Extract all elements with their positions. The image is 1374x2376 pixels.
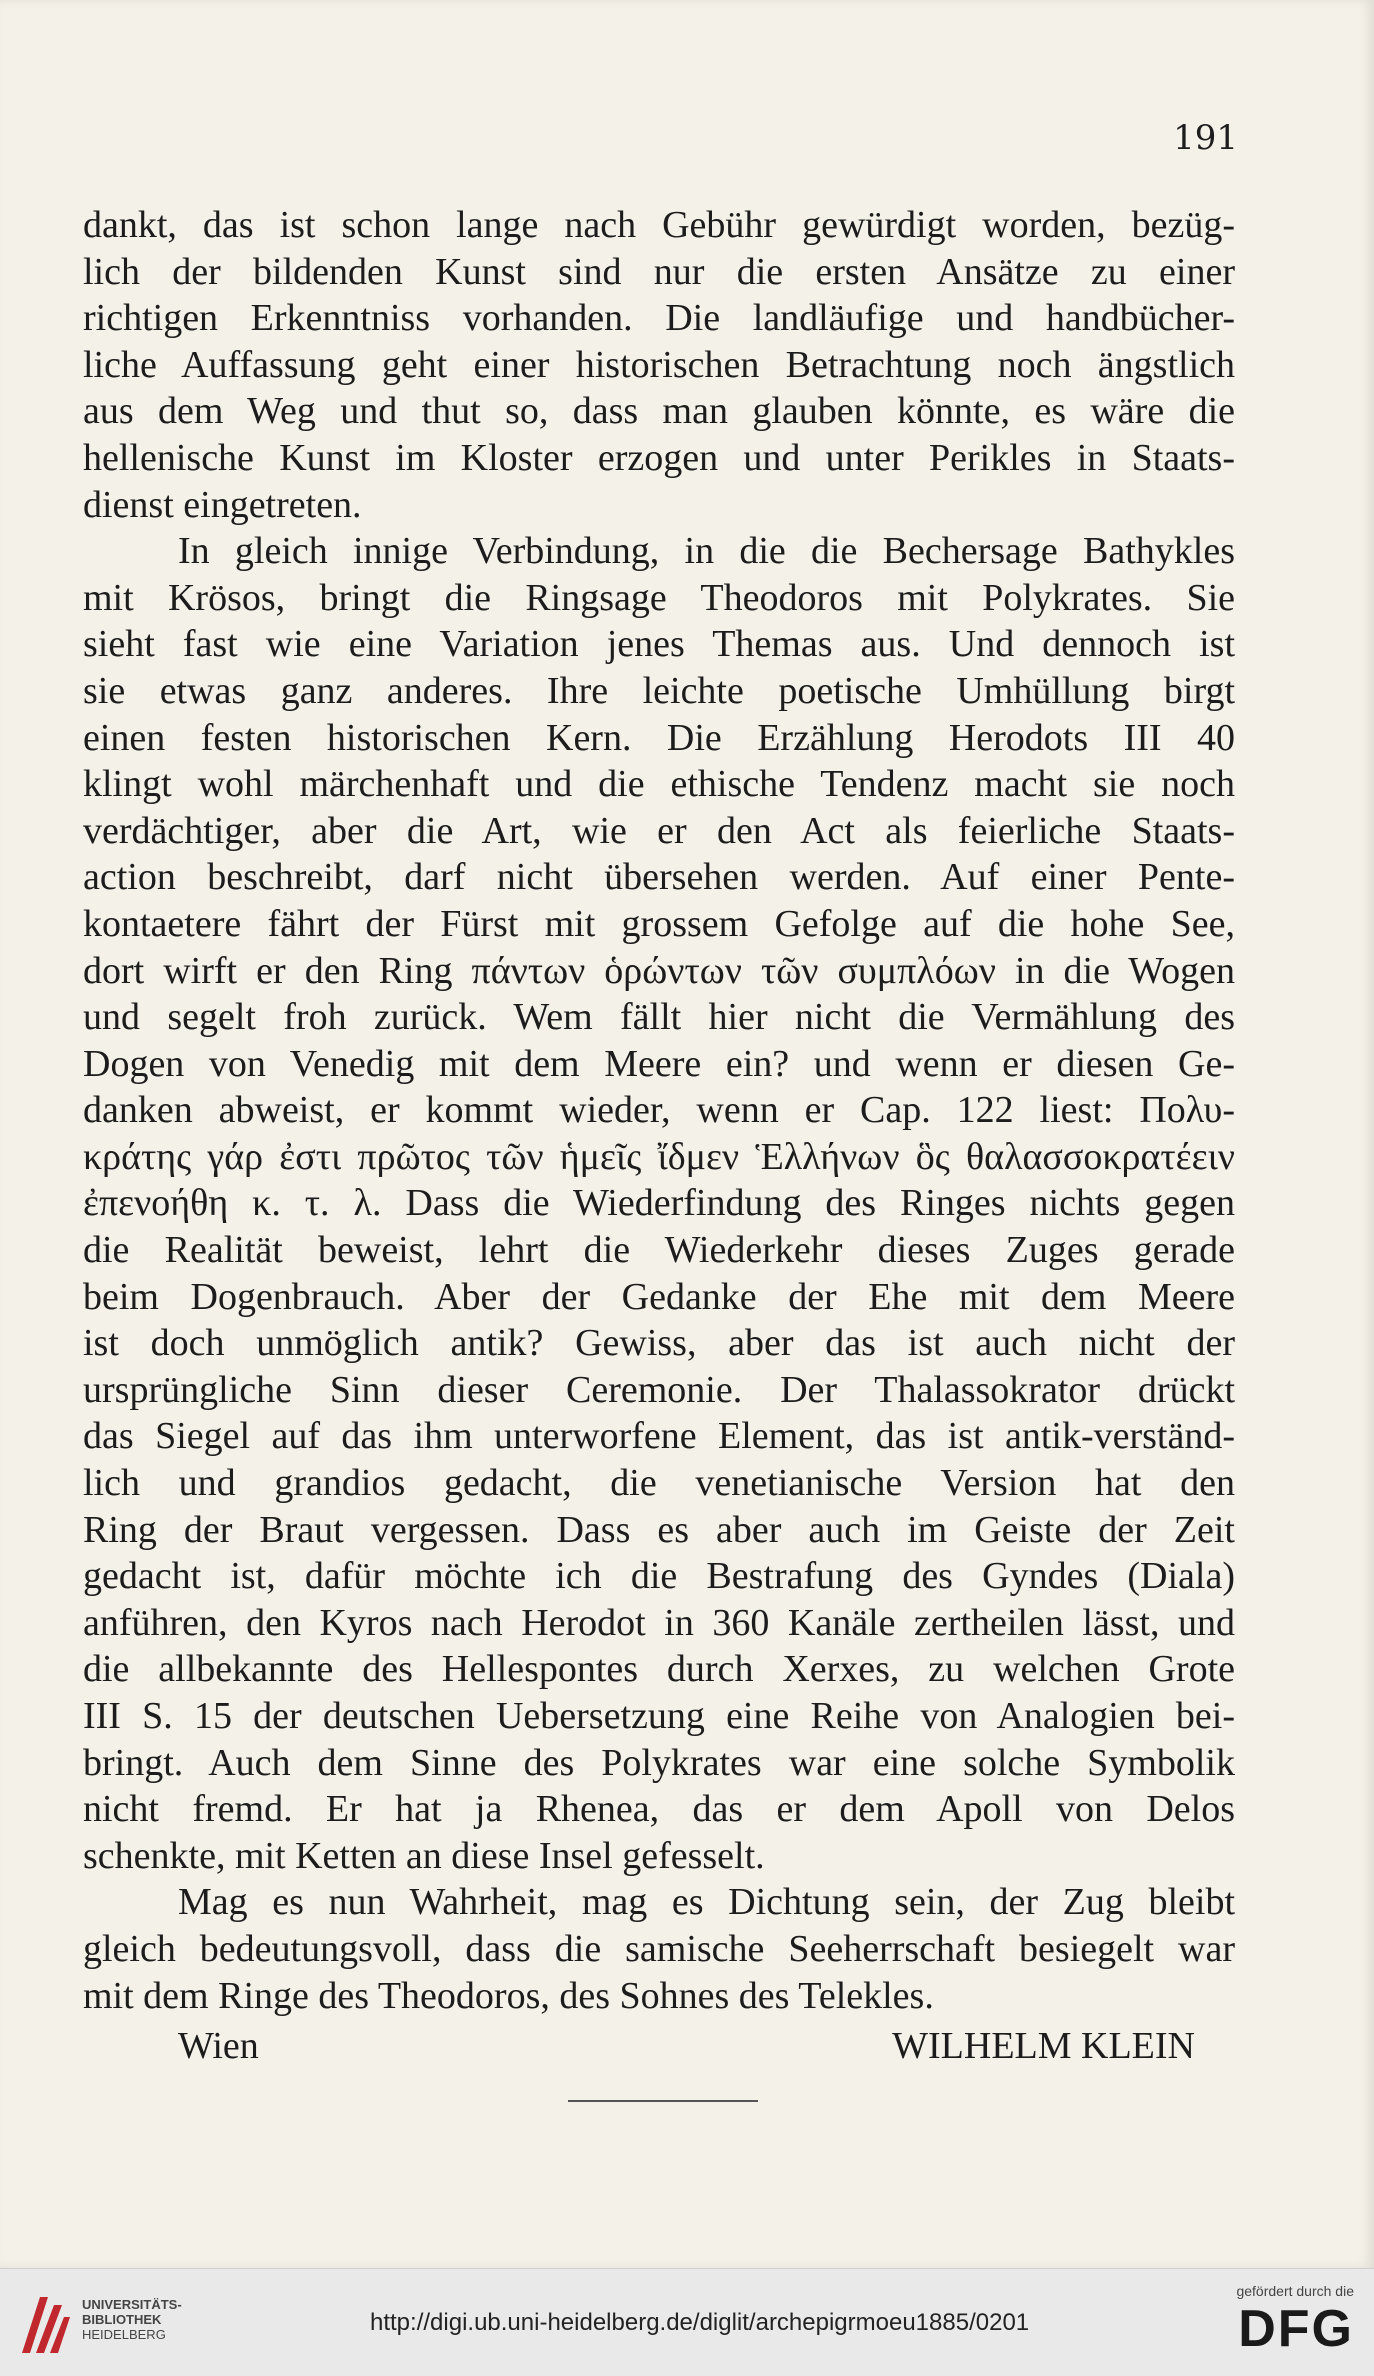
text-line: kontaetere fährt der Fürst mit grossem Gefolge auf die hohe See, [83, 902, 1235, 945]
text-line: Mag es nun Wahrheit, mag es Dichtung sein, der Zug bleibt [178, 1881, 1235, 1924]
signature-author: WILHELM KLEIN [892, 2025, 1195, 2068]
text-line: schenkte, mit Ketten an diese Insel gefesselt. [83, 1834, 765, 1877]
library-name-line: UNIVERSITÄTS- [82, 2297, 182, 2312]
text-line: nicht fremd. Er hat ja Rhenea, das er dem Apoll von Delos [83, 1788, 1235, 1831]
sponsor-text: gefördert durch die [1236, 2283, 1354, 2299]
body-text [83, 202, 1235, 2070]
text-line: ursprüngliche Sinn dieser Ceremonie. Der Thalassokrator drückt [83, 1368, 1235, 1411]
text-line: die Realität beweist, lehrt die Wiederkehr dieses Zuges gerade [83, 1229, 1235, 1272]
text-line: action beschreibt, darf nicht übersehen werden. Auf einer Pente- [83, 856, 1235, 899]
permalink[interactable]: http://digi.ub.uni-heidelberg.de/diglit/archepigrmoeu1885/0201 [370, 2309, 1030, 2336]
text-line: aus dem Weg und thut so, dass man glauben könnte, es wäre die [83, 390, 1235, 433]
text-line: lich und grandios gedacht, die venetianische Version hat den [83, 1462, 1235, 1505]
text-line: sieht fast wie eine Variation jenes Themas aus. Und dennoch ist [83, 623, 1235, 666]
text-line: gleich bedeutungsvoll, dass die samische Seeherrschaft besiegelt war [83, 1927, 1235, 1970]
text-line: und segelt froh zurück. Wem fällt hier nicht die Vermählung des [83, 996, 1235, 1039]
text-line: beim Dogenbrauch. Aber der Gedanke der Ehe mit dem Meere [83, 1275, 1235, 1318]
text-line: dienst eingetreten. [83, 483, 362, 526]
text-line: In gleich innige Verbindung, in die die Bechersage Bathykles [178, 530, 1235, 573]
text-line: richtigen Erkenntniss vorhanden. Die landläufige und handbücher- [83, 297, 1235, 340]
library-name [82, 2297, 182, 2342]
university-library-logo-icon [14, 2289, 74, 2361]
signature [83, 2023, 1235, 2070]
text-line: κράτης γάρ ἐστι πρῶτος τῶν ἡμεῖς ἴδμεν Ἑλλήνων ὃς θαλασσοκρατέειν [83, 1135, 1235, 1178]
text-line: liche Auffassung geht einer historischen Betrachtung noch ängstlich [83, 343, 1235, 386]
text-line: danken abweist, er kommt wieder, wenn er Cap. 122 liest: Πολυ- [83, 1089, 1235, 1132]
text-line: verdächtiger, aber die Art, wie er den Act als feierliche Staats- [83, 809, 1235, 852]
text-line: das Siegel auf das ihm unterworfene Element, das ist antik-verständ- [83, 1415, 1235, 1458]
text-line: lich der bildenden Kunst sind nur die ersten Ansätze zu einer [83, 250, 1235, 293]
text-line: gedacht ist, dafür möchte ich die Bestrafung des Gyndes (Diala) [83, 1555, 1235, 1598]
text-line: mit dem Ringe des Theodoros, des Sohnes des Telekles. [83, 1974, 934, 2017]
text-line: dankt, das ist schon lange nach Gebühr gewürdigt worden, bezüg- [83, 204, 1235, 246]
text-line: Dogen von Venedig mit dem Meere ein? und wenn er diesen Ge- [83, 1042, 1235, 1085]
text-line: dort wirft er den Ring πάντων ὁρώντων τῶν συμπλόων in die Wogen [83, 949, 1235, 992]
text-line: ἐπενοήθη κ. τ. λ. Dass die Wiederfindung des Ringes nichts gegen [83, 1182, 1235, 1225]
sponsor [1236, 2283, 1354, 2359]
end-rule [568, 2100, 758, 2102]
text-line: hellenische Kunst im Kloster erzogen und unter Perikles in Staats- [83, 436, 1235, 479]
text-line: mit Krösos, bringt die Ringsage Theodoros mit Polykrates. Sie [83, 576, 1235, 619]
page-number: 191 [1173, 118, 1238, 158]
text-line: bringt. Auch dem Sinne des Polykrates war eine solche Symbolik [83, 1741, 1235, 1784]
text-line: anführen, den Kyros nach Herodot in 360 Kanäle zertheilen lässt, und [83, 1601, 1235, 1644]
footer-bar [0, 2268, 1374, 2376]
text-line: Ring der Braut vergessen. Dass es aber auch im Geiste der Zeit [83, 1508, 1235, 1551]
text-line: die allbekannte des Hellespontes durch Xerxes, zu welchen Grote [83, 1648, 1235, 1691]
text-line: klingt wohl märchenhaft und die ethische Tendenz macht sie noch [83, 763, 1235, 806]
text-line: III S. 15 der deutschen Uebersetzung eine Reihe von Analogien bei- [83, 1695, 1235, 1737]
library-name-line: HEIDELBERG [82, 2327, 166, 2342]
dfg-logo: DFG [1238, 2300, 1354, 2358]
signature-place: Wien [178, 2025, 259, 2068]
text-line: ist doch unmöglich antik? Gewiss, aber das ist auch nicht der [83, 1322, 1235, 1365]
library-name-line: BIBLIOTHEK [82, 2312, 162, 2327]
text-line: sie etwas ganz anderes. Ihre leichte poetische Umhüllung birgt [83, 669, 1235, 712]
text-line: einen festen historischen Kern. Die Erzählung Herodots III 40 [83, 716, 1235, 759]
